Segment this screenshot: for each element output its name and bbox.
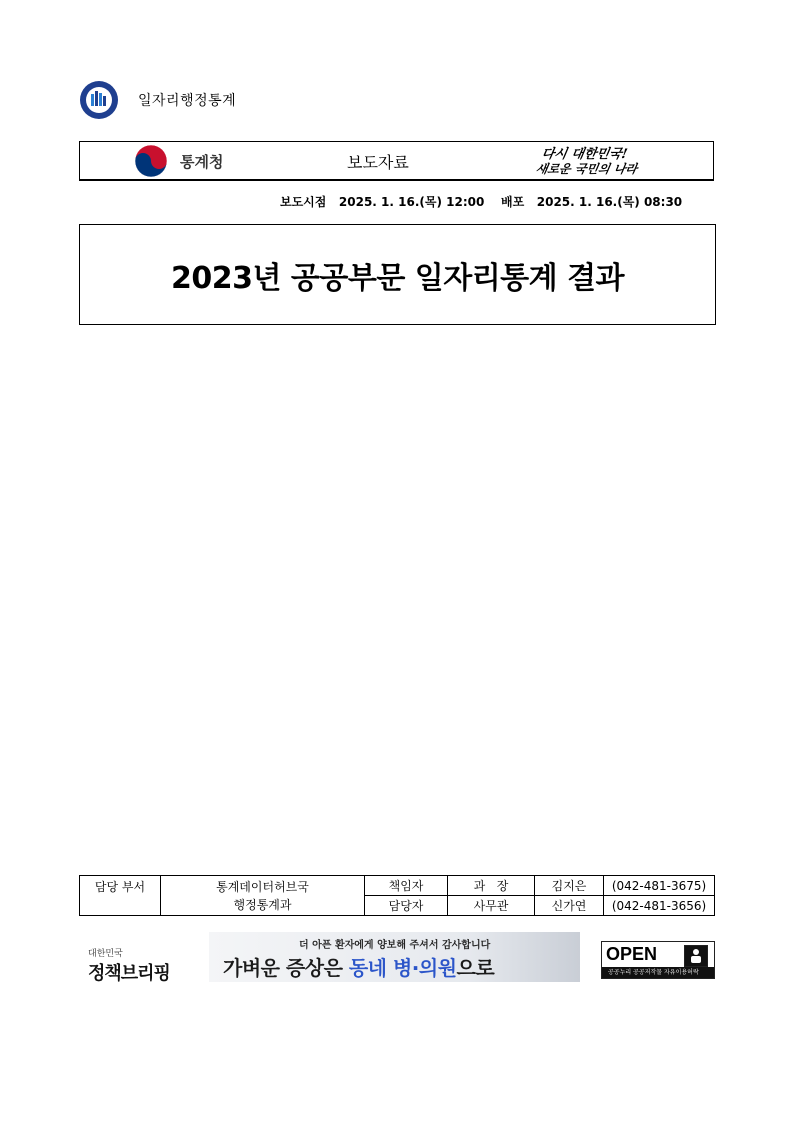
page-title: 2023년 공공부문 일자리통계 결과 (170, 260, 625, 296)
policy-logo-small: 대한민국 (88, 949, 123, 959)
policy-logo-big: 정책브리핑 (88, 963, 170, 984)
dept-name-1: 통계데이터허브국 (216, 880, 309, 894)
kogl-open-badge[interactable] (601, 941, 715, 979)
dept-name (161, 876, 365, 916)
release-dates: 보도시점 2025. 1. 16.(목) 12:00 배포 2025. 1. 16.(목) 08:30 (280, 195, 683, 209)
contact-row (80, 876, 715, 896)
attribution-icon (684, 945, 708, 967)
slogan-line-1: 다시 대한민국! (540, 147, 629, 162)
doc-type-label: 보도자료 (347, 153, 409, 172)
name-cell: 신가연 (535, 896, 604, 916)
dept-label: 담당 부서 (80, 876, 161, 916)
banner-subtext: 더 아픈 환자에게 양보해 주셔서 감사합니다 (299, 940, 491, 951)
statistics-emblem-icon (79, 80, 119, 120)
phone-cell: (042-481-3656) (604, 896, 715, 916)
banner-headline-a: 가벼운 증상은 (223, 956, 349, 980)
agency-name: 통계청 (180, 153, 224, 171)
contact-table (79, 875, 715, 916)
org-name: 일자리행정통계 (138, 93, 237, 109)
title-box (79, 224, 716, 325)
slogan (536, 143, 716, 179)
open-subtext: 공공누리 공공저작물 자유이용허락 (602, 967, 714, 978)
policy-briefing-logo[interactable] (88, 946, 170, 985)
banner-headline-b: 동네 병·의원 (348, 956, 457, 980)
name-cell: 김지은 (535, 876, 604, 896)
banner-headline (223, 952, 494, 981)
open-label: OPEN (606, 944, 658, 964)
slogan-line-2: 새로운 국민의 나라 (534, 162, 639, 176)
role-cell: 책임자 (365, 876, 448, 896)
position-cell: 사무관 (448, 896, 535, 916)
dept-name-2: 행정통계과 (233, 898, 292, 912)
campaign-banner[interactable] (209, 932, 580, 982)
position-cell: 과 장 (448, 876, 535, 896)
role-cell: 담당자 (365, 896, 448, 916)
taegeuk-icon (134, 144, 168, 178)
phone-cell: (042-481-3675) (604, 876, 715, 896)
banner-headline-c: 으로 (456, 956, 495, 980)
